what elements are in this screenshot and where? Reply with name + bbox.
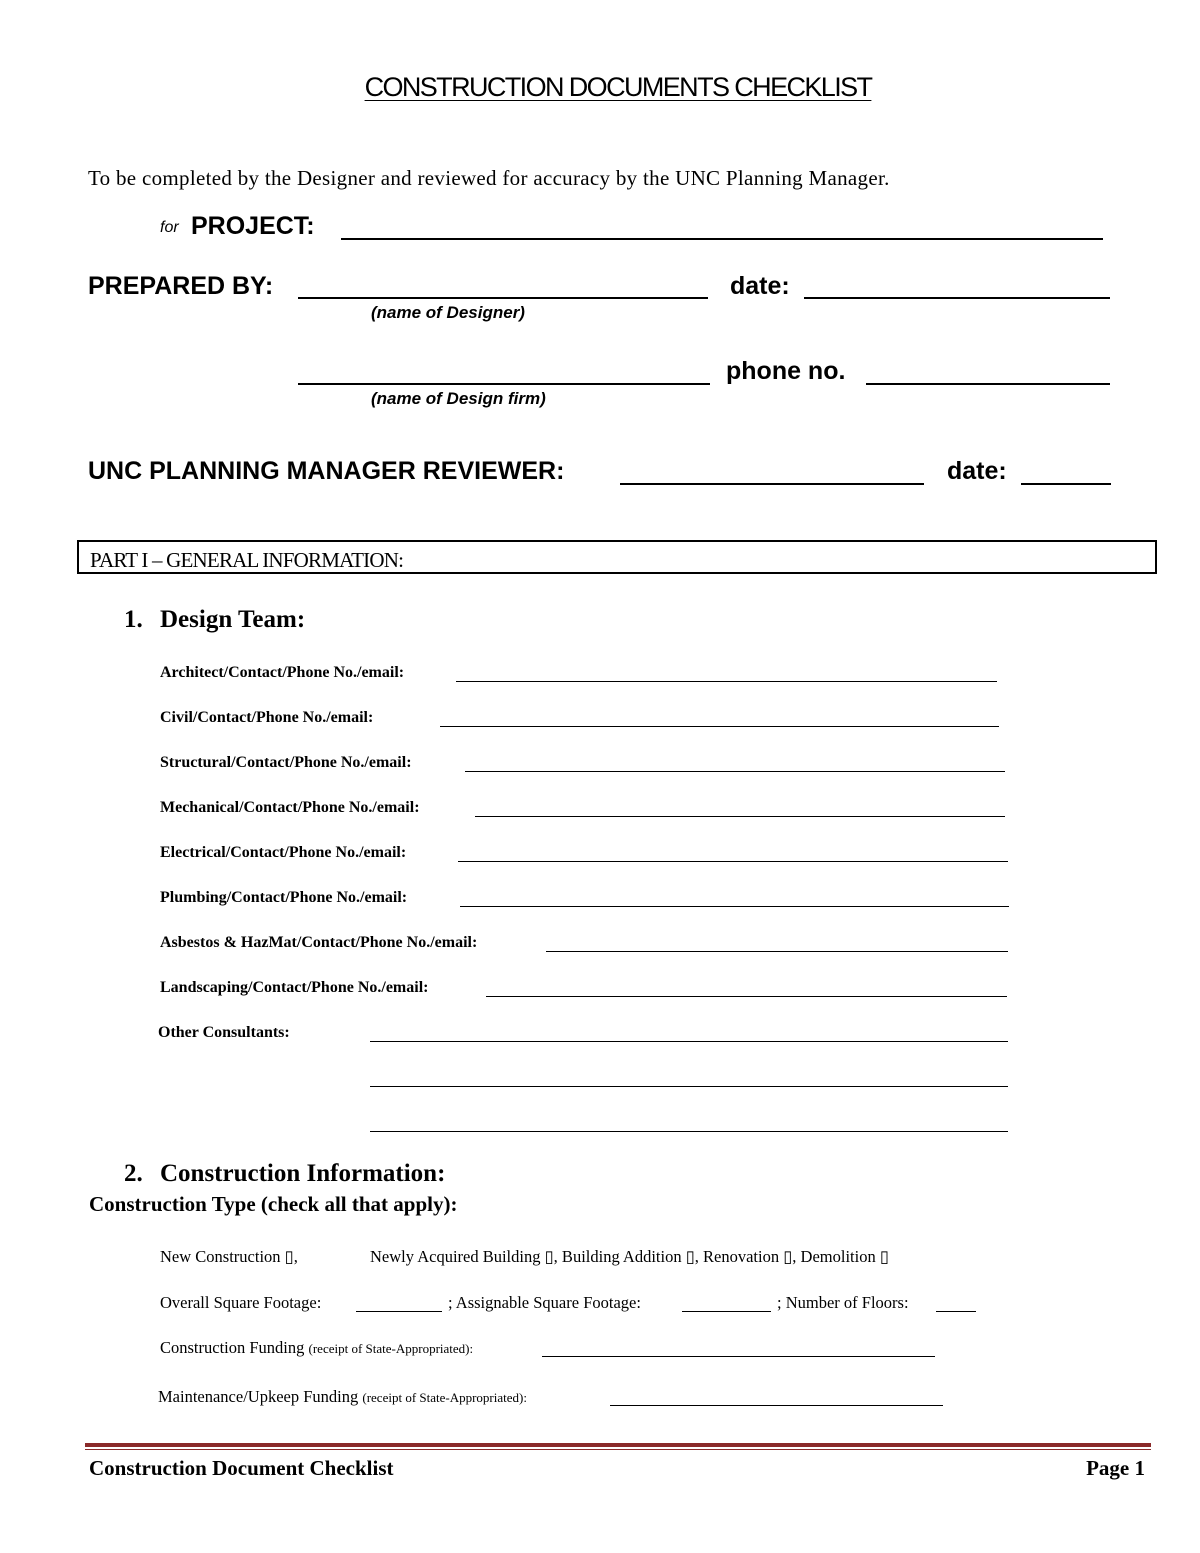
footer-title: Construction Document Checklist <box>89 1456 394 1480</box>
project-field[interactable] <box>341 238 1103 240</box>
footer-rule-thick <box>85 1443 1151 1447</box>
section1-heading: Design Team: <box>160 606 306 633</box>
architect-field[interactable] <box>456 681 997 682</box>
new-construction-option[interactable]: New Construction ▯, <box>160 1247 298 1266</box>
landscaping-field[interactable] <box>486 996 1007 997</box>
civil-label: Civil/Contact/Phone No./email: <box>160 709 374 726</box>
footer-rule-thin <box>85 1449 1151 1450</box>
plumbing-field[interactable] <box>460 906 1009 907</box>
part1-header-box <box>77 540 1157 574</box>
reviewer-date-label: date: <box>947 457 1007 485</box>
phone-field[interactable] <box>866 383 1110 385</box>
prepared-date-label: date: <box>730 272 790 300</box>
designer-name-field[interactable] <box>298 297 708 299</box>
reviewer-label: UNC PLANNING MANAGER REVIEWER: <box>88 457 565 485</box>
intro-text: To be completed by the Designer and reviewed for accuracy by the UNC Planning Manager. <box>88 166 890 190</box>
maintenance-funding-note: (receipt of State-Appropriated): <box>362 1390 527 1405</box>
architect-label: Architect/Contact/Phone No./email: <box>160 664 405 681</box>
construction-type-heading: Construction Type (check all that apply): <box>89 1192 458 1216</box>
section2-heading: Construction Information: <box>160 1160 446 1187</box>
construction-funding-field[interactable] <box>542 1356 935 1357</box>
maintenance-funding-label: Maintenance/Upkeep Funding <box>158 1387 359 1406</box>
construction-funding-note: (receipt of State-Appropriated): <box>308 1341 474 1356</box>
plumbing-label: Plumbing/Contact/Phone No./email: <box>160 889 408 906</box>
design-firm-field[interactable] <box>298 383 710 385</box>
construction-type-options[interactable]: Newly Acquired Building ▯, Building Addition ▯, Renovation ▯, Demolition ▯ <box>370 1247 889 1266</box>
civil-field[interactable] <box>440 726 999 727</box>
reviewer-field[interactable] <box>620 483 924 485</box>
mechanical-label: Mechanical/Contact/Phone No./email: <box>160 799 420 816</box>
structural-label: Structural/Contact/Phone No./email: <box>160 754 412 771</box>
document-title: CONSTRUCTION DOCUMENTS CHECKLIST <box>364 72 872 102</box>
prepared-date-field[interactable] <box>804 297 1110 299</box>
other-consultants-field-3[interactable] <box>370 1131 1008 1132</box>
other-consultants-field-2[interactable] <box>370 1086 1008 1087</box>
section1-number: 1. <box>124 606 143 633</box>
part1-label: PART I – GENERAL INFORMATION: <box>90 548 404 572</box>
prepared-by-label: PREPARED BY: <box>88 272 274 300</box>
assignable-sf-label: ; Assignable Square Footage: <box>448 1293 641 1312</box>
maintenance-funding-field[interactable] <box>610 1405 943 1406</box>
construction-funding-row <box>160 1338 473 1358</box>
phone-label: phone no. <box>726 357 846 385</box>
landscaping-label: Landscaping/Contact/Phone No./email: <box>160 979 429 996</box>
for-label: for <box>160 219 179 236</box>
project-label: PROJECT: <box>191 212 315 240</box>
reviewer-date-field[interactable] <box>1021 483 1111 485</box>
other-consultants-field-1[interactable] <box>370 1041 1008 1042</box>
section2-number: 2. <box>124 1160 143 1187</box>
construction-funding-label: Construction Funding <box>160 1338 305 1357</box>
floors-field[interactable] <box>936 1311 976 1312</box>
overall-sf-field[interactable] <box>356 1311 442 1312</box>
designer-caption: (name of Designer) <box>371 303 525 322</box>
asbestos-field[interactable] <box>546 951 1008 952</box>
mechanical-field[interactable] <box>475 816 1005 817</box>
design-firm-caption: (name of Design firm) <box>371 389 546 408</box>
other-consultants-label: Other Consultants: <box>158 1024 290 1041</box>
structural-field[interactable] <box>465 771 1005 772</box>
floors-label: ; Number of Floors: <box>777 1293 909 1312</box>
overall-sf-label: Overall Square Footage: <box>160 1293 322 1312</box>
asbestos-label: Asbestos & HazMat/Contact/Phone No./email: <box>160 934 478 951</box>
maintenance-funding-row <box>158 1387 527 1407</box>
electrical-field[interactable] <box>458 861 1008 862</box>
electrical-label: Electrical/Contact/Phone No./email: <box>160 844 407 861</box>
assignable-sf-field[interactable] <box>682 1311 771 1312</box>
page-number: Page 1 <box>1086 1456 1145 1480</box>
